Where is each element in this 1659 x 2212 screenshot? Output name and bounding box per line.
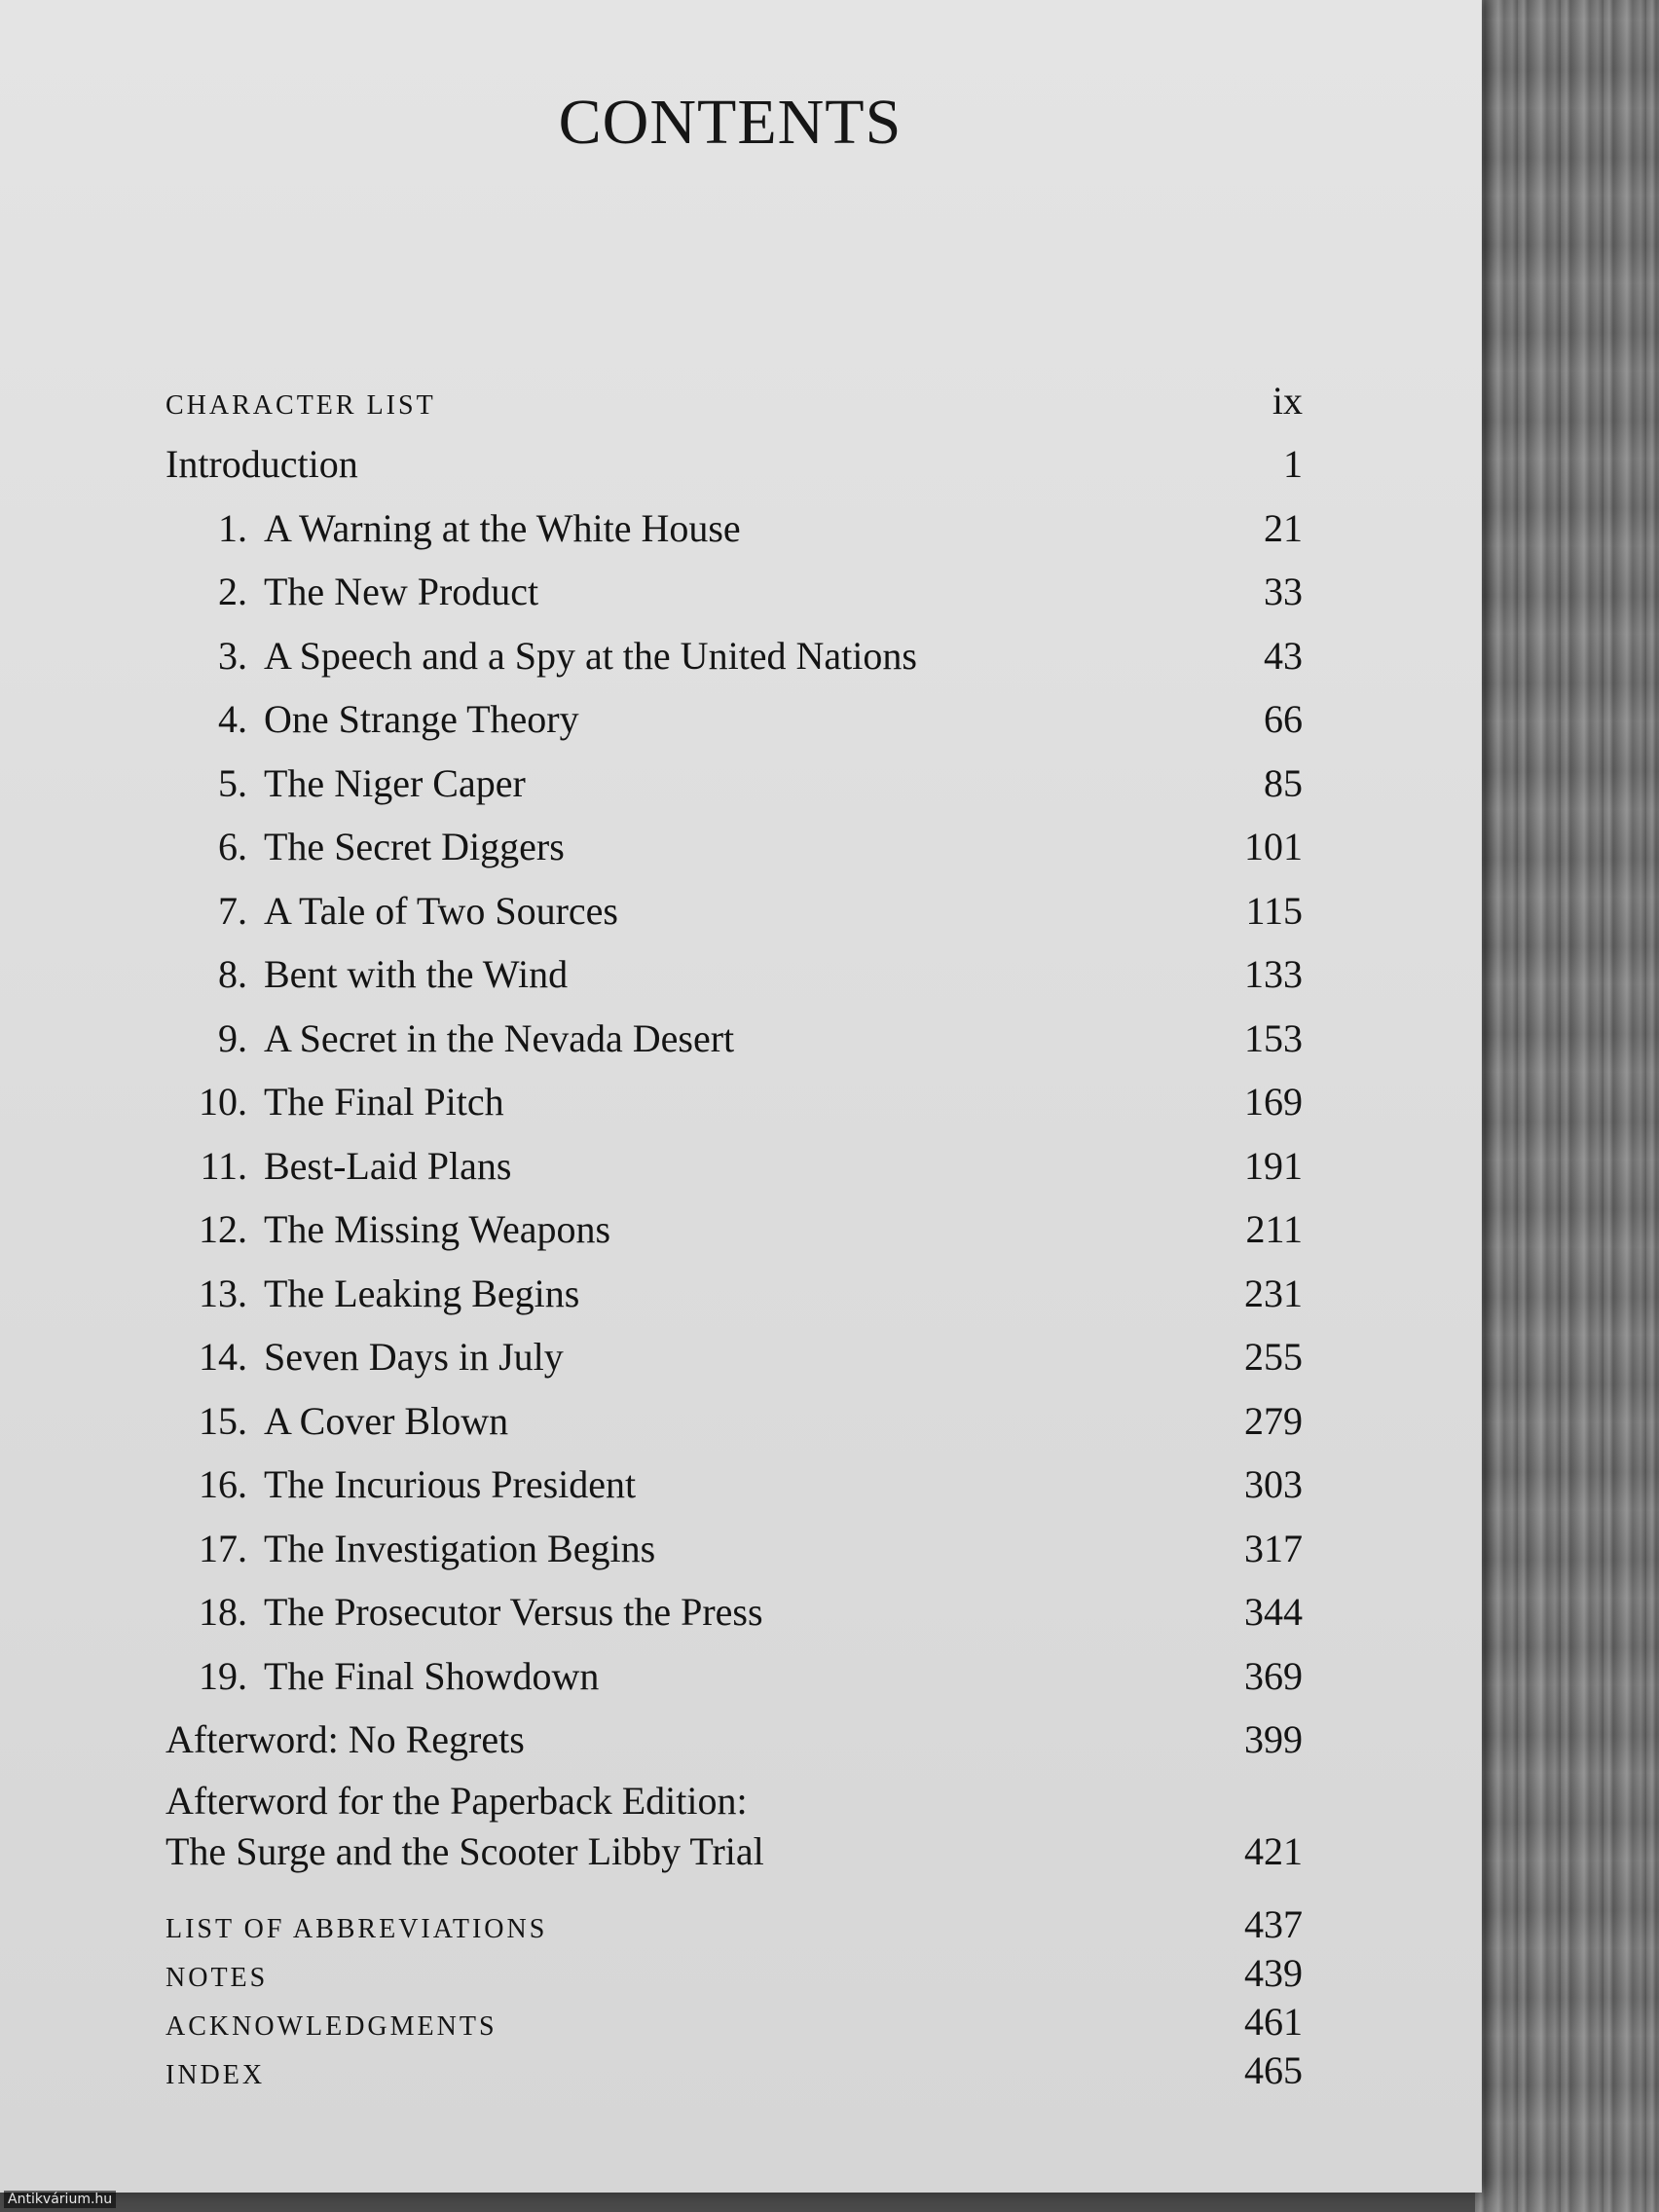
chapter-page: 344 bbox=[1244, 1590, 1303, 1634]
toc-entry-page: 465 bbox=[1244, 2047, 1303, 2092]
toc-chapter bbox=[166, 497, 1303, 561]
chapter-page: 231 bbox=[1244, 1271, 1303, 1315]
toc-chapter bbox=[166, 942, 1303, 1007]
toc-entry-page: 439 bbox=[1244, 1950, 1303, 1995]
chapter-number: 3. bbox=[218, 633, 247, 678]
chapter-title: The Secret Diggers bbox=[264, 825, 565, 868]
chapter-title: One Strange Theory bbox=[264, 697, 579, 741]
toc-entry-abbreviations bbox=[166, 1900, 1303, 1949]
toc-chapter bbox=[166, 1262, 1303, 1326]
toc-entry-character-list bbox=[166, 370, 1303, 432]
toc-entry-label: ACKNOWLEDGMENTS bbox=[166, 2010, 498, 2042]
toc-entry-label: LIST OF ABBREVIATIONS bbox=[166, 1913, 548, 1944]
toc-chapter bbox=[166, 687, 1303, 752]
toc-chapter bbox=[166, 1134, 1303, 1198]
toc-entry-page: ix bbox=[1272, 379, 1303, 423]
toc-entry-acknowledgments bbox=[166, 1998, 1303, 2046]
chapter-number: 13. bbox=[199, 1271, 247, 1315]
toc-chapter bbox=[166, 1198, 1303, 1262]
chapter-title: Bent with the Wind bbox=[264, 952, 569, 996]
chapter-page: 115 bbox=[1245, 888, 1303, 933]
chapter-number: 15. bbox=[199, 1398, 247, 1443]
chapter-page: 369 bbox=[1244, 1653, 1303, 1698]
chapter-number: 17. bbox=[199, 1526, 247, 1570]
chapter-title: The New Product bbox=[264, 570, 539, 613]
toc-entry-page: 399 bbox=[1244, 1717, 1303, 1761]
chapter-page: 153 bbox=[1244, 1015, 1303, 1060]
chapter-number: 18. bbox=[199, 1590, 247, 1634]
toc-entry-label: CHARACTER LIST bbox=[166, 390, 436, 421]
chapter-title: The Niger Caper bbox=[264, 760, 526, 805]
watermark: Antikvárium.hu bbox=[4, 2191, 116, 2208]
toc-entry-page: 421 bbox=[1244, 1828, 1303, 1873]
chapter-title: The Prosecutor Versus the Press bbox=[264, 1590, 763, 1634]
chapter-page: 279 bbox=[1244, 1398, 1303, 1443]
chapter-title: The Final Showdown bbox=[264, 1653, 600, 1698]
toc-chapter bbox=[166, 1070, 1303, 1134]
toc-chapter bbox=[166, 560, 1303, 624]
toc-entry-label-line2: The Surge and the Scooter Libby Trial bbox=[166, 1828, 764, 1873]
chapter-number: 10. bbox=[199, 1080, 247, 1124]
toc-entry-label: Afterword: No Regrets bbox=[166, 1717, 525, 1761]
toc-entry-afterword bbox=[166, 1708, 1303, 1772]
toc-chapter bbox=[166, 1007, 1303, 1071]
chapter-page: 43 bbox=[1264, 633, 1303, 678]
toc-entry-afterword-paperback bbox=[166, 1772, 1303, 1885]
toc-chapter bbox=[166, 1389, 1303, 1454]
chapter-title: A Speech and a Spy at the United Nations bbox=[264, 633, 917, 678]
chapter-number: 7. bbox=[218, 888, 247, 933]
toc-entry-label: Introduction bbox=[166, 442, 358, 486]
chapter-title: A Secret in the Nevada Desert bbox=[264, 1015, 735, 1060]
chapter-number: 11. bbox=[200, 1143, 247, 1188]
chapter-title: The Investigation Begins bbox=[264, 1526, 656, 1570]
chapter-page: 191 bbox=[1244, 1143, 1303, 1188]
chapter-number: 19. bbox=[199, 1653, 247, 1698]
chapter-page: 133 bbox=[1244, 952, 1303, 996]
toc-entry-page: 461 bbox=[1244, 1999, 1303, 2044]
chapter-title: The Missing Weapons bbox=[264, 1207, 611, 1251]
toc-chapter bbox=[166, 879, 1303, 943]
chapter-number: 14. bbox=[199, 1335, 247, 1379]
chapter-number: 9. bbox=[218, 1015, 247, 1060]
chapter-title: Seven Days in July bbox=[264, 1335, 564, 1379]
toc-chapter bbox=[166, 624, 1303, 688]
toc-entry-notes bbox=[166, 1949, 1303, 1998]
toc-chapter bbox=[166, 1644, 1303, 1709]
spacer bbox=[166, 1885, 1303, 1900]
chapter-page: 303 bbox=[1244, 1462, 1303, 1506]
chapter-page: 169 bbox=[1244, 1080, 1303, 1124]
toc-chapter bbox=[166, 752, 1303, 816]
toc-chapter bbox=[166, 1517, 1303, 1581]
page-title: CONTENTS bbox=[558, 87, 903, 158]
chapter-number: 6. bbox=[218, 825, 247, 868]
chapter-page: 317 bbox=[1244, 1526, 1303, 1570]
chapter-number: 12. bbox=[199, 1207, 247, 1251]
background-wall bbox=[1475, 0, 1659, 2212]
toc-entry-label-line1: Afterword for the Paperback Edition: bbox=[166, 1778, 748, 1823]
chapter-page: 85 bbox=[1264, 760, 1303, 805]
chapter-title: Best-Laid Plans bbox=[264, 1143, 512, 1188]
chapter-title: A Warning at the White House bbox=[264, 505, 741, 550]
chapter-number: 8. bbox=[218, 952, 247, 996]
toc-entry-label: INDEX bbox=[166, 2059, 266, 2090]
chapter-page: 211 bbox=[1245, 1207, 1303, 1251]
chapter-number: 16. bbox=[199, 1462, 247, 1506]
chapter-title: The Leaking Begins bbox=[264, 1271, 580, 1315]
toc-chapter bbox=[166, 1580, 1303, 1644]
toc-chapter bbox=[166, 1325, 1303, 1389]
chapter-page: 101 bbox=[1244, 825, 1303, 868]
toc-entry-introduction bbox=[166, 432, 1303, 497]
chapter-title: The Incurious President bbox=[264, 1462, 637, 1506]
toc-entry-page: 437 bbox=[1244, 1901, 1303, 1946]
chapter-page: 21 bbox=[1264, 505, 1303, 550]
chapter-number: 4. bbox=[218, 697, 247, 741]
table-of-contents bbox=[166, 370, 1303, 2095]
toc-entry-label: NOTES bbox=[166, 1962, 269, 1993]
toc-entry-page: 1 bbox=[1283, 442, 1303, 486]
chapter-title: A Tale of Two Sources bbox=[264, 888, 618, 933]
toc-chapter bbox=[166, 1453, 1303, 1517]
chapter-page: 33 bbox=[1264, 570, 1303, 613]
chapter-title: The Final Pitch bbox=[264, 1080, 504, 1124]
chapter-number: 1. bbox=[218, 505, 247, 550]
toc-chapter bbox=[166, 815, 1303, 879]
chapter-number: 2. bbox=[218, 570, 247, 613]
chapter-number: 5. bbox=[218, 760, 247, 805]
toc-entry-index bbox=[166, 2046, 1303, 2095]
chapter-title: A Cover Blown bbox=[264, 1398, 509, 1443]
chapter-page: 66 bbox=[1264, 697, 1303, 741]
chapter-page: 255 bbox=[1244, 1335, 1303, 1379]
